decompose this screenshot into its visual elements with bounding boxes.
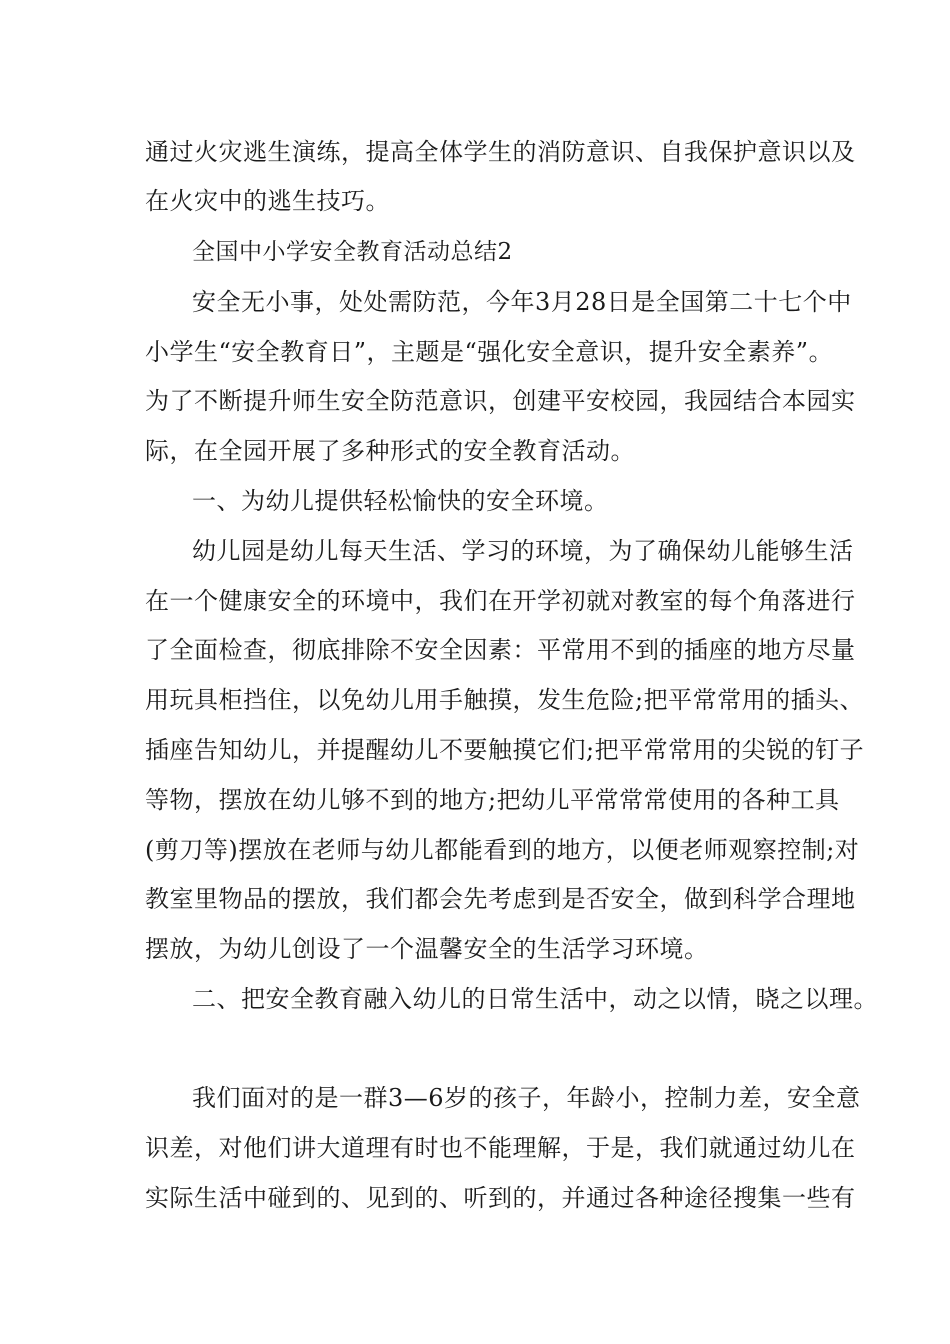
- paragraph-line: 用玩具柜挡住，以免幼儿用手触摸，发生危险;把平常常用的插头、: [145, 686, 865, 714]
- paragraph-line: 实际生活中碰到的、见到的、听到的，并通过各种途径搜集一些有: [145, 1184, 856, 1212]
- paragraph-line: 际，在全园开展了多种形式的安全教育活动。: [145, 437, 635, 465]
- paragraph-line: 我们面对的是一群3—6岁的孩子，年龄小，控制力差，安全意: [192, 1084, 861, 1112]
- paragraph-line: 在一个健康安全的环境中，我们在开学初就对教室的每个角落进行: [145, 587, 856, 615]
- paragraph-line: 小学生“安全教育日”，主题是“强化安全意识，提升安全素养”。: [145, 338, 834, 366]
- paragraph-line: 识差，对他们讲大道理有时也不能理解，于是，我们就通过幼儿在: [145, 1134, 856, 1162]
- paragraph-line: 幼儿园是幼儿每天生活、学习的环境，为了确保幼儿能够生活: [192, 537, 854, 565]
- paragraph-line: 等物，摆放在幼儿够不到的地方;把幼儿平常常常使用的各种工具: [145, 786, 840, 814]
- paragraph-line: 通过火灾逃生演练，提高全体学生的消防意识、自我保护意识以及: [145, 138, 856, 166]
- paragraph-line: 了全面检查，彻底排除不安全因素：平常用不到的插座的地方尽量: [145, 636, 856, 664]
- paragraph-line: 安全无小事，处处需防范，今年3月28日是全国第二十七个中: [192, 288, 852, 316]
- section-title: 全国中小学安全教育活动总结2: [192, 239, 513, 265]
- paragraph-line: 摆放，为幼儿创设了一个温馨安全的生活学习环境。: [145, 935, 709, 963]
- subheading: 一、为幼儿提供轻松愉快的安全环境。: [192, 487, 609, 515]
- paragraph-line: 插座告知幼儿，并提醒幼儿不要触摸它们;把平常常用的尖锐的钉子: [145, 736, 865, 764]
- paragraph-line: (剪刀等)摆放在老师与幼儿都能看到的地方，以便老师观察控制;对: [145, 836, 860, 864]
- paragraph-line: 在火灾中的逃生技巧。: [145, 187, 390, 215]
- paragraph-line: 教室里物品的摆放，我们都会先考虑到是否安全，做到科学合理地: [145, 885, 856, 913]
- subheading: 二、把安全教育融入幼儿的日常生活中，动之以情，晓之以理。: [192, 985, 878, 1013]
- paragraph-line: 为了不断提升师生安全防范意识，创建平安校园，我园结合本园实: [145, 387, 856, 415]
